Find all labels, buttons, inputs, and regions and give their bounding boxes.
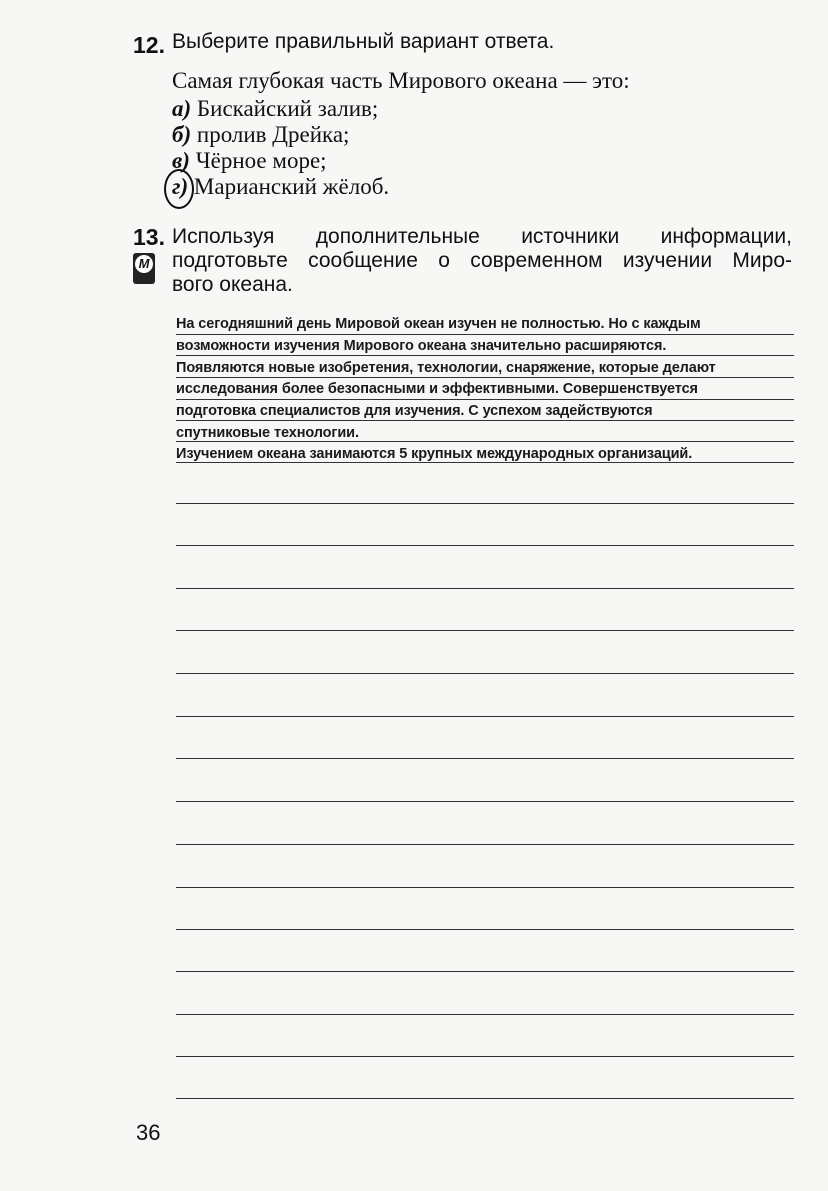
ruled-line <box>176 420 794 421</box>
ruled-line <box>176 334 794 335</box>
option-d-text: Марианский жёлоб. <box>188 174 390 199</box>
option-a-text: Бискайский залив; <box>191 96 379 121</box>
selected-answer-circle <box>164 169 194 209</box>
ruled-line <box>176 441 794 442</box>
option-b-letter: б) <box>172 122 192 147</box>
empty-ruled-line <box>176 929 794 930</box>
task-12-question: Самая глубокая часть Мирового океана — это: <box>172 68 630 93</box>
answer-line-7: Изучением океана занимаются 5 крупных международных организаций. <box>176 446 693 462</box>
answer-line-2: возможности изучения Мирового океана значительно расширяются. <box>176 338 667 354</box>
empty-ruled-line <box>176 630 794 631</box>
empty-ruled-line <box>176 1098 794 1099</box>
m-badge-letter: М <box>135 255 153 273</box>
answer-line-3: Появляются новые изобретения, технологии, снаряжение, которые делают <box>176 360 716 376</box>
task-13-prompt-line-2: подготовьте сообщение о современном изучении Миро- <box>172 249 792 272</box>
answer-line-5: подготовка специалистов для изучения. С успехом задействуются <box>176 403 653 419</box>
empty-ruled-line <box>176 971 794 972</box>
ruled-line <box>176 377 794 378</box>
empty-ruled-line <box>176 758 794 759</box>
ruled-line <box>176 399 794 400</box>
option-a-letter: а) <box>172 96 192 121</box>
ruled-line <box>176 355 794 356</box>
empty-ruled-line <box>176 588 794 589</box>
empty-ruled-line <box>176 844 794 845</box>
empty-ruled-line <box>176 1056 794 1057</box>
empty-ruled-line <box>176 1014 794 1015</box>
empty-ruled-line <box>176 545 794 546</box>
answer-line-4: исследования более безопасными и эффективными. Совершенствуется <box>176 381 698 397</box>
empty-ruled-line <box>176 673 794 674</box>
m-badge-icon <box>133 253 155 284</box>
task-12-number: 12. <box>133 32 165 58</box>
option-c-text: Чёрное море; <box>189 148 327 173</box>
task-13-prompt-line-3: вого океана. <box>172 273 293 296</box>
option-d <box>172 174 389 200</box>
option-b <box>172 122 349 148</box>
task-13-prompt-line-1: Используя дополнительные источники информации, <box>172 225 792 248</box>
answer-line-6: спутниковые технологии. <box>176 425 359 441</box>
option-d-letter: г) <box>172 174 189 199</box>
option-c <box>172 148 327 174</box>
option-c-letter: в) <box>172 148 190 173</box>
empty-ruled-line <box>176 801 794 802</box>
empty-ruled-line <box>176 503 794 504</box>
page-number: 36 <box>136 1120 161 1145</box>
task-12-title: Выберите правильный вариант ответа. <box>172 30 555 53</box>
empty-ruled-line <box>176 716 794 717</box>
task-13-number: 13. <box>133 224 165 250</box>
ruled-line <box>176 462 794 463</box>
answer-line-1: На сегодняшний день Мировой океан изучен не полностью. Но с каждым <box>176 316 701 332</box>
empty-ruled-line <box>176 887 794 888</box>
option-a <box>172 96 378 122</box>
option-b-text: пролив Дрейка; <box>191 122 350 147</box>
